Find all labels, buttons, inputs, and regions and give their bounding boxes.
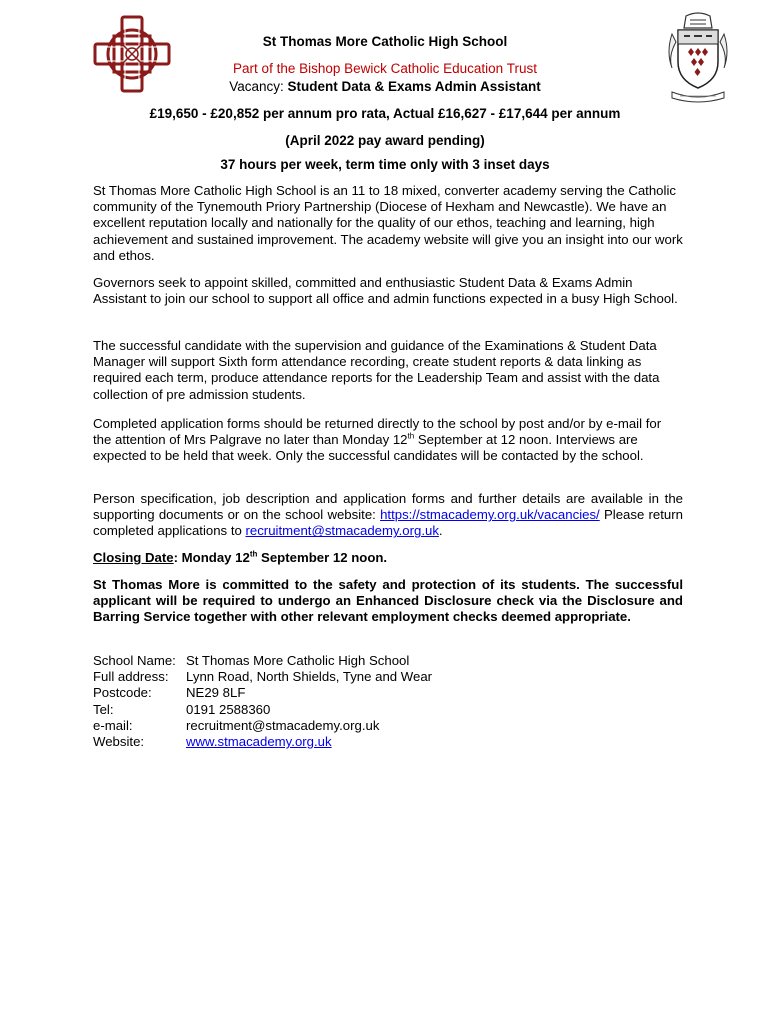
recruitment-email-link[interactable]: recruitment@stmacademy.org.uk <box>245 523 439 539</box>
contact-label: e-mail: <box>93 717 133 733</box>
contact-row-website <box>93 734 432 750</box>
documents-paragraph <box>93 491 683 540</box>
intro-paragraph: St Thomas More Catholic High School is an 11 to 18 mixed, converter academy serving the Catholic community of the Tynemouth Priory Partnership (Diocese of Hexham and Newcastle). We have an excellent reputation locally and nationally for the quality of our ethos, teaching and learning, high achievement and sustained improvement. The academy website will give you an insight into our work and ethos. <box>93 183 683 263</box>
pay-award-note: (April 2022 pay award pending) <box>285 133 485 148</box>
trust-subheading: Part of the Bishop Bewick Catholic Education Trust <box>233 61 537 76</box>
application-text-b: September at 12 noon. Interviews are expected to be held that week. Only the successful candidates will be contacted by the school. <box>93 432 644 464</box>
hours-line: 37 hours per week, term time only with 3 inset days <box>220 157 550 172</box>
contact-value: recruitment@stmacademy.org.uk <box>186 717 380 733</box>
contact-label: School Name: <box>93 653 176 668</box>
contact-label: Postcode: <box>93 685 152 701</box>
documents-text-a: Person specification, job description and application forms and further details are available in the supporting documents or on the school website: <box>93 491 683 523</box>
documents-text-b: Please return completed applications to <box>93 507 683 539</box>
contact-row-tel <box>93 702 432 718</box>
closing-date-superscript: th <box>249 549 258 559</box>
contact-value: Lynn Road, North Shields, Tyne and Wear <box>186 669 433 685</box>
contact-label: Tel: <box>93 701 114 717</box>
role-paragraph: The successful candidate with the supervision and guidance of the Examinations & Student Data Manager will support Sixth form attendance recording, create student reports & data linking as required each term, produce attendance reports for the Leadership Team and assist with the data collection of pre admission students. <box>93 338 660 402</box>
closing-date-rest: September 12 noon. <box>257 550 388 565</box>
governors-paragraph: Governors seek to appoint skilled, committed and enthusiastic Student Data & Exams Admin Assistant to join our school to support all office and admin functions expected in a busy High School. <box>93 275 678 307</box>
contact-value: NE29 8LF <box>186 685 246 701</box>
application-superscript: th <box>407 431 415 441</box>
vacancy-line <box>150 79 620 94</box>
closing-date-label: Closing Date <box>93 550 174 565</box>
contact-row-postcode <box>93 685 432 701</box>
vacancy-title: Student Data & Exams Admin Assistant <box>287 79 541 94</box>
vacancies-link[interactable]: https://stmacademy.org.uk/vacancies/ <box>380 507 600 523</box>
closing-date-line <box>93 550 683 566</box>
contact-label: Website: <box>93 734 145 750</box>
application-paragraph <box>93 416 683 465</box>
contact-row-email <box>93 718 432 734</box>
vacancy-prefix: Vacancy: <box>229 79 288 94</box>
school-name-heading: St Thomas More Catholic High School <box>262 34 508 49</box>
contact-label: Full address: <box>93 669 169 685</box>
documents-text-c: . <box>438 523 443 539</box>
contact-value: 0191 2588360 <box>186 701 271 717</box>
contact-row-school-name <box>93 653 432 669</box>
contact-row-address <box>93 669 432 685</box>
application-text-a: Completed application forms should be returned directly to the school by post and/or by e-mail for the attention of Mrs Palgrave no later than Monday 12 <box>93 416 662 448</box>
closing-date-value: : Monday 12 <box>173 550 250 565</box>
contact-details <box>93 653 432 750</box>
safeguarding-paragraph: St Thomas More is committed to the safety and protection of its students. The successful applicant will be required to undergo an Enhanced Disclosure check via the Disclosure and Barring Service together with other relevant employment checks deemed appropriate. <box>93 577 683 625</box>
salary-line: £19,650 - £20,852 per annum pro rata, Actual £16,627 - £17,644 per annum <box>149 106 621 121</box>
website-link[interactable]: www.stmacademy.org.uk <box>186 734 332 750</box>
school-crest-logo-icon <box>664 12 732 104</box>
contact-value: St Thomas More Catholic High School <box>186 653 410 668</box>
